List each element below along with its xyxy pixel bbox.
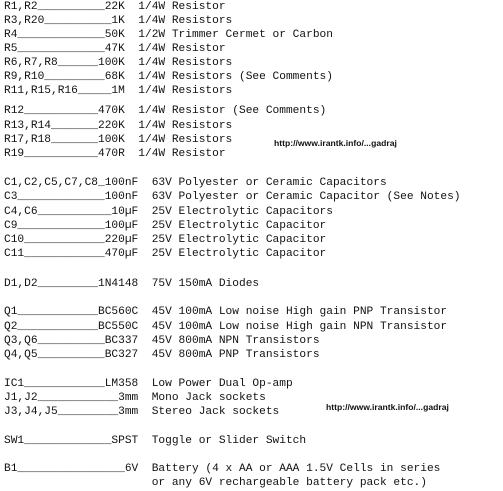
part-line-c10: C10____________220µF 25V Electrolytic Capacitor [4, 234, 327, 246]
part-line-j1-j2: J1,J2____________3mm Mono Jack sockets [4, 392, 266, 404]
part-line-r11-r16: R11,R15,R16_____1M 1/4W Resistors [4, 85, 233, 97]
part-line-r6-r8: R6,R7,R8______100K 1/4W Resistors [4, 57, 233, 69]
part-line-r17-r18: R17,R18_______100K 1/4W Resistors [4, 134, 233, 146]
part-line-c11: C11____________470µF 25V Electrolytic Capacitor [4, 248, 327, 260]
part-line-b1: B1________________6V Battery (4 x AA or AAA 1.5V Cells in series [4, 463, 441, 475]
parts-list-document [4, 0, 503, 491]
part-line-c1-c8: C1,C2,C5,C7,C8_100nF 63V Polyester or Ceramic Capacitors [4, 177, 387, 189]
part-line-r19: R19___________470R 1/4W Resistor [4, 148, 226, 160]
part-line-c4-c6: C4,C6___________10µF 25V Electrolytic Capacitors [4, 206, 333, 218]
part-line-sw1: SW1_____________SPST Toggle or Slider Switch [4, 435, 307, 447]
part-line-r1-r2: R1,R2__________22K 1/4W Resistor [4, 1, 226, 13]
part-line-ic1: IC1____________LM358 Low Power Dual Op-amp [4, 378, 293, 390]
part-line-b1-continued: or any 6V rechargeable battery pack etc.) [4, 477, 427, 489]
part-line-d1-d2: D1,D2_________1N4148 75V 150mA Diodes [4, 278, 260, 290]
part-line-r9-r10: R9,R10_________68K 1/4W Resistors (See Comments) [4, 71, 333, 83]
part-line-q4-q5: Q4,Q5__________BC327 45V 800mA PNP Transistors [4, 349, 320, 361]
part-line-r4: R4_____________50K 1/2W Trimmer Cermet or Carbon [4, 29, 333, 41]
part-line-r3-r20: R3,R20__________1K 1/4W Resistors [4, 15, 233, 27]
part-line-c3: C3_____________100nF 63V Polyester or Ceramic Capacitor (See Notes) [4, 191, 461, 203]
watermark-url: http://www.irantk.info/...gadraj [326, 402, 449, 412]
part-line-r13-r14: R13,R14_______220K 1/4W Resistors [4, 120, 233, 132]
watermark-url: http://www.irantk.info/...gadraj [274, 138, 397, 148]
part-line-r12: R12___________470K 1/4W Resistor (See Comments) [4, 105, 327, 117]
part-line-q1: Q1____________BC560C 45V 100mA Low noise High gain PNP Transistor [4, 306, 448, 318]
part-line-r5: R5_____________47K 1/4W Resistor [4, 43, 226, 55]
part-line-j3-j5: J3,J4,J5_________3mm Stereo Jack sockets [4, 406, 280, 418]
part-line-c9: C9_____________100µF 25V Electrolytic Capacitor [4, 220, 327, 232]
part-line-q2: Q2____________BC550C 45V 100mA Low noise High gain NPN Transistor [4, 321, 448, 333]
part-line-q3-q6: Q3,Q6__________BC337 45V 800mA NPN Transistors [4, 335, 320, 347]
